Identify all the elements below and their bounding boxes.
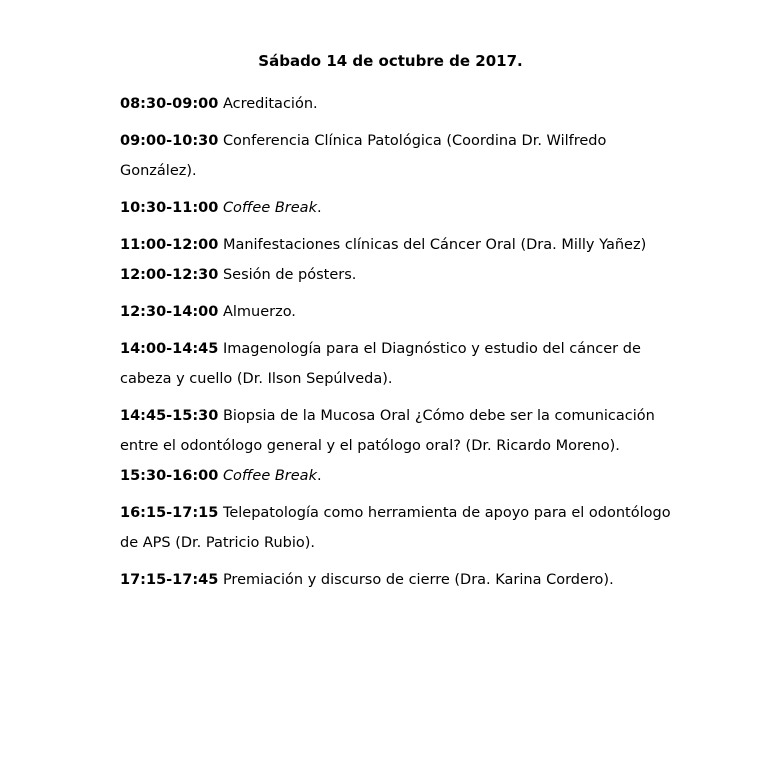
entry-time: 17:15-17:45 <box>120 572 219 588</box>
entry-text: Conferencia Clínica Patológica (Coordina Dr. Wilfredo González). <box>120 133 607 179</box>
entry-time: 14:00-14:45 <box>120 341 219 357</box>
entry-text: Imagenología para el Diagnóstico y estudio del cáncer de cabeza y cuello (Dr. Ilson Sepúlveda). <box>120 341 641 387</box>
entry-time: 14:45-15:30 <box>120 408 219 424</box>
schedule-entry <box>120 193 680 223</box>
entry-time: 11:00-12:00 <box>120 237 219 253</box>
schedule-entry <box>120 498 680 558</box>
entry-text-suffix: . <box>316 468 322 484</box>
entry-text: Manifestaciones clínicas del Cáncer Oral (Dra. Milly Yañez) <box>222 237 647 253</box>
entry-time: 10:30-11:00 <box>120 200 219 216</box>
schedule-entry <box>120 89 680 119</box>
schedule-entry <box>120 334 680 394</box>
entry-text: Acreditación. <box>222 96 318 112</box>
document-title: Sábado 14 de octubre de 2017. <box>258 52 523 70</box>
schedule-list <box>120 89 680 595</box>
entry-text: Premiación y discurso de cierre (Dra. Karina Cordero). <box>222 572 614 588</box>
schedule-entry <box>120 401 680 461</box>
entry-time: 12:30-14:00 <box>120 304 219 320</box>
schedule-entry <box>120 230 680 260</box>
entry-text: Sesión de pósters. <box>222 267 357 283</box>
schedule-entry <box>120 297 680 327</box>
schedule-entry <box>120 565 680 595</box>
entry-text-italic: Coffee Break <box>222 200 317 216</box>
entry-text-suffix: . <box>316 200 322 216</box>
schedule-entry <box>120 126 680 186</box>
entry-text: Telepatología como herramienta de apoyo para el odontólogo de APS (Dr. Patricio Rubio). <box>120 505 671 551</box>
entry-time: 12:00-12:30 <box>120 267 219 283</box>
entry-text: Biopsia de la Mucosa Oral ¿Cómo debe ser la comunicación entre el odontólogo general y el patólogo oral? (Dr. Ricardo Moreno). <box>120 408 655 454</box>
entry-time: 16:15-17:15 <box>120 505 219 521</box>
entry-time: 09:00-10:30 <box>120 133 219 149</box>
entry-time: 08:30-09:00 <box>120 96 219 112</box>
entry-time: 15:30-16:00 <box>120 468 219 484</box>
entry-text: Almuerzo. <box>222 304 296 320</box>
schedule-entry <box>120 461 680 491</box>
schedule-entry <box>120 260 680 290</box>
entry-text-italic: Coffee Break <box>222 468 317 484</box>
